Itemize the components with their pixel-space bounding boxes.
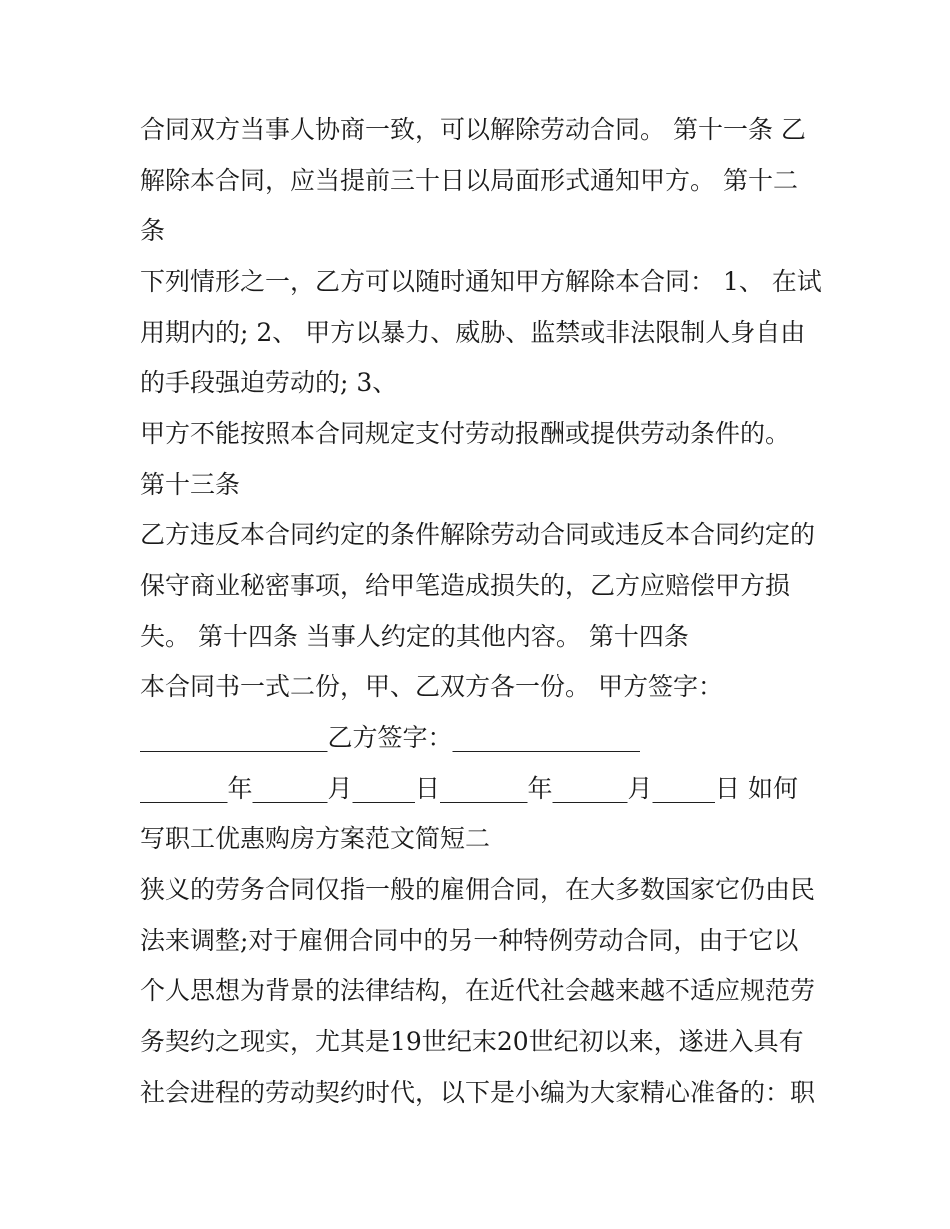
text-line: 的手段强迫劳动的; 3、 <box>140 368 398 397</box>
text-line: 本合同书一式二份，甲、乙双方各一份。 甲方签字： <box>140 672 723 701</box>
signature-line: _______________乙方签字：_______________ <box>140 723 641 752</box>
text-line: 条 <box>140 216 166 245</box>
text-line: 解除本合同，应当提前三十日以局面形式通知甲方。 第十二 <box>140 166 798 195</box>
section-title: 写职工优惠购房方案范文简短二 <box>140 824 491 853</box>
text-line: 下列情形之一，乙方可以随时通知甲方解除本合同： 1、 在试 <box>140 267 822 296</box>
date-line: _______年______月_____日_______年______月_____日 如何 <box>140 774 798 803</box>
text-line: 失。 第十四条 当事人约定的其他内容。 第十四条 <box>140 622 689 651</box>
section-heading: 第十三条 <box>140 470 241 499</box>
text-line: 用期内的; 2、 甲方以暴力、威胁、监禁或非法限制人身自由 <box>140 318 806 347</box>
text-line: 务契约之现实，尤其是19世纪末20世纪初以来，遂进入具有 <box>140 1027 804 1056</box>
text-line: 保守商业秘密事项，给甲笔造成损失的，乙方应赔偿甲方损 <box>140 571 791 600</box>
text-line: 个人思想为背景的法律结构，在近代社会越来越不适应规范劳 <box>140 976 816 1005</box>
text-line: 甲方不能按照本合同规定支付劳动报酬或提供劳动条件的。 <box>140 419 791 448</box>
text-line: 狭义的劳务合同仅指一般的雇佣合同，在大多数国家它仍由民 <box>140 875 816 904</box>
text-line: 社会进程的劳动契约时代，以下是小编为大家精心准备的：职 <box>140 1078 816 1107</box>
text-line: 乙方违反本合同约定的条件解除劳动合同或违反本合同约定的 <box>140 520 816 549</box>
text-line: 法来调整;对于雇佣合同中的另一种特例劳动合同，由于它以 <box>140 926 799 955</box>
text-line: 合同双方当事人协商一致，可以解除劳动合同。 第十一条 乙 <box>140 115 806 144</box>
